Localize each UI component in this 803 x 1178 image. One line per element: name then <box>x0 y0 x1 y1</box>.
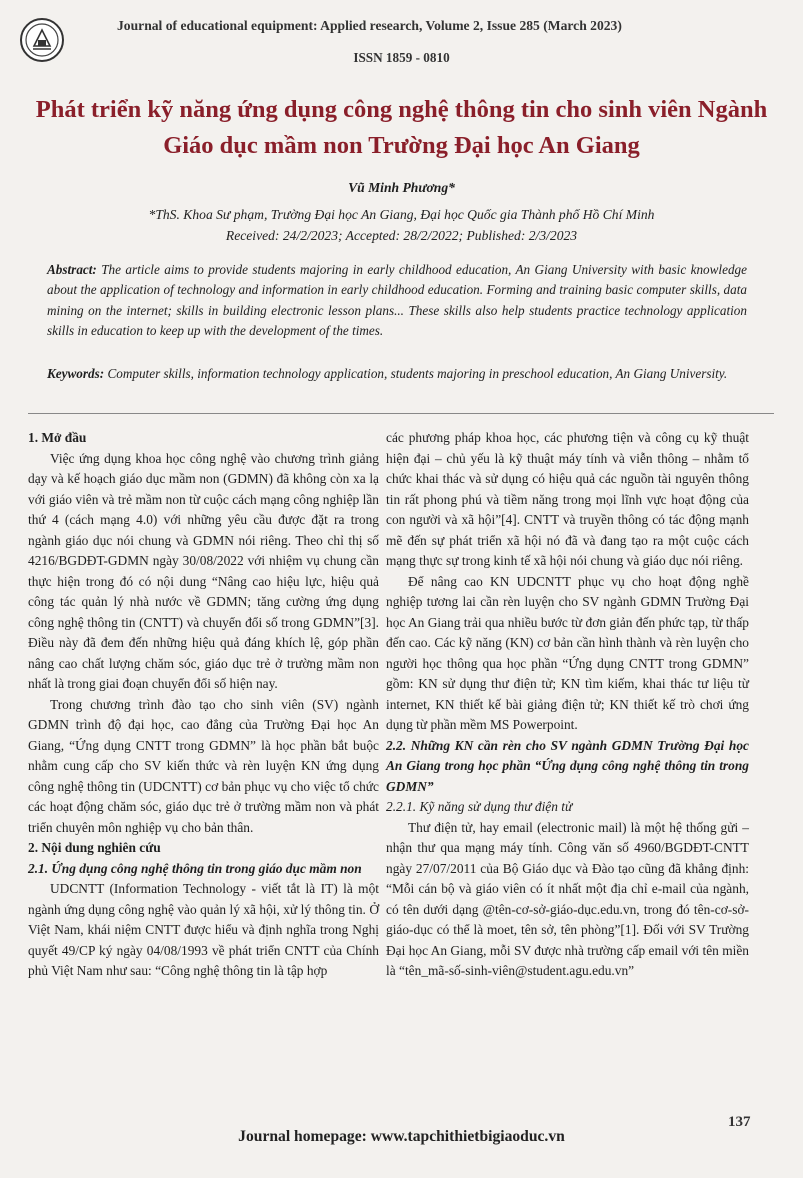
left-column <box>28 428 379 982</box>
keywords-label: Keywords: <box>47 366 105 381</box>
paragraph: Trong chương trình đào tạo cho sinh viên (SV) ngành GDMN trình độ đại học, cao đẳng của Trường Đại học An Giang, “Ứng dụng CNTT trong GDMN” là học phần bắt buộc nhằm cung cấp cho SV kiến thức và rèn luyện KN ứng dụng công nghệ thông tin (UDCNTT) cơ bản phục vụ cho việc tổ chức các hoạt động chăm sóc, giáo dục trẻ ở trường mầm non và phát triển chuyên môn nghiệp vụ cho bản thân. <box>28 696 379 835</box>
journal-homepage: Journal homepage: www.tapchithietbigiaoduc.vn <box>238 1128 565 1145</box>
heading-2-2: 2.2. Những KN cần rèn cho SV ngành GDMN Trường Đại học An Giang trong học phần “Ứng dụng công nghệ thông tin trong GDMN” <box>386 737 749 794</box>
page-number: 137 <box>728 1114 751 1130</box>
paragraph: Để nâng cao KN UDCNTT phục vụ cho hoạt động nghề nghiệp tương lai cần rèn luyện cho SV ngành GDMN Trường Đại học An Giang trải qua nhiều bước từ đơn giản đến phức tạp, từ thấp đến cao. Các kỹ năng (KN) cơ bản cần hình thành và rèn luyện cho người học thông qua học phần “Ứng dụng CNTT trong GDMN” gồm: KN sử dụng thư điện tử; KN tìm kiếm, khai thác tư liệu từ internet, KN thiết kế bài giảng điện tử; KN thiết kế trò chơi ứng dụng từ phần mềm MS Powerpoint. <box>386 573 749 732</box>
paragraph: các phương pháp khoa học, các phương tiện và công cụ kỹ thuật hiện đại – chủ yếu là kỹ thuật máy tính và viễn thông – nhằm tổ chức khai thác và sử dụng có hiệu quả các nguồn tài nguyên thông tin rất phong phú và tiềm năng trong mọi lĩnh vực hoạt động của con người và xã hội”[4]. CNTT và truyền thông có tác động mạnh mẽ đến sự phát triển xã hội nó đã và đang tạo ra một cuộc cách mạng thực sự trong kinh tế xã hội nói chung và giáo dục nói riêng. <box>386 430 749 568</box>
journal-name: Journal of educational equipment: Applied research, Volume 2, Issue 285 (March 2023) <box>117 18 622 33</box>
issn: ISSN 1859 - 0810 <box>353 50 450 65</box>
abstract <box>47 260 747 342</box>
paragraph: Việc ứng dụng khoa học công nghệ vào chương trình giảng dạy và kế hoạch giáo dục mầm non (GDMN) đã không còn xa lạ với giáo viên và trẻ mầm non từ cuộc cách mạng công nghiệp lần thứ 4 (cách mạng 4.0) với những yêu cầu được đặt ra trong ngành giáo dục nói chung và GDMN nói riêng. Theo chỉ thị số 4216/BGDĐT-GDMN ngày 30/08/2022 với nhiệm vụ chung cần thực hiện trong đó có nội dung “Nâng cao hiệu lực, hiệu quả công tác quản lý nhà nước về GDMN; tăng cường ứng dụng công nghệ thông tin (CNTT) và chuyển đổi số trong GDMN”[3]. Điều này đã đem đến những hiệu quả đáng khích lệ, góp phần nâng cao chất lượng chăm sóc, giáo dục trẻ ở trường mầm non nhất là trong giai đoạn chuyển đổi số hiện nay. <box>28 450 379 691</box>
abstract-text: The article aims to provide students majoring in early childhood education, An Giang University with basic knowledge about the application of technology and information in early childhood education. Forming and training basic computer skills, data mining on the internet; skills in building electronic lesson plans... These skills also help students practice technology application skills in education to keep up with the development of the times. <box>47 262 747 339</box>
heading-2-1: 2.1. Ứng dụng công nghệ thông tin trong giáo dục mầm non <box>28 860 362 876</box>
article-title: Phát triển kỹ năng ứng dụng công nghệ thông tin cho sinh viên Ngành Giáo dục mầm non Trường Đại học An Giang <box>35 96 768 159</box>
heading-2-2-1: 2.2.1. Kỹ năng sử dụng thư điện tử <box>386 799 573 814</box>
heading-content: 2. Nội dung nghiên cứu <box>28 840 161 855</box>
abstract-label: Abstract: <box>47 262 97 277</box>
author: Vũ Minh Phương* <box>348 180 455 195</box>
dates: Received: 24/2/2023; Accepted: 28/2/2022; Published: 2/3/2023 <box>225 228 578 243</box>
right-column <box>386 428 749 982</box>
heading-intro: 1. Mở đầu <box>28 430 87 445</box>
paragraph: UDCNTT (Information Technology - viết tắt là IT) là một ngành ứng dụng công nghệ vào quản lý xã hội, xử lý thông tin. Ở Việt Nam, khái niệm CNTT được hiểu và định nghĩa trong Nghị quyết 49/CP ký ngày 04/08/1993 về phát triển CNTT của Chính phủ Việt Nam như sau: “Công nghệ thông tin là tập hợp <box>28 881 379 978</box>
divider <box>28 413 774 414</box>
affiliation: *ThS. Khoa Sư phạm, Trường Đại học An Giang, Đại học Quốc gia Thành phố Hồ Chí Minh <box>148 207 655 222</box>
keywords-text: Computer skills, information technology application, students majoring in preschool education, An Giang University. <box>104 366 728 381</box>
keywords <box>47 364 747 384</box>
paragraph: Thư điện tử, hay email (electronic mail) là một hệ thống gửi – nhận thư qua mạng máy tính. Công văn số 4960/BGDĐT-CNTT ngày 27/07/2011 của Bộ Giáo dục và Đào tạo cũng đã khẳng định: “Mỗi cán bộ và giáo viên có ít nhất một địa chỉ e-mail của ngành, có tên dưới dạng @tên-cơ-sở-giáo-dục.edu.vn, trong đó tên-cơ-sở-giáo-dục có thể là moet, tên sở, tên phòng”[1]. Đối với SV Trường Đại học An Giang, mỗi SV được nhà trường cấp email với tên miền là “tên_mã-số-sinh-viên@student.agu.edu.vn” <box>386 819 749 978</box>
